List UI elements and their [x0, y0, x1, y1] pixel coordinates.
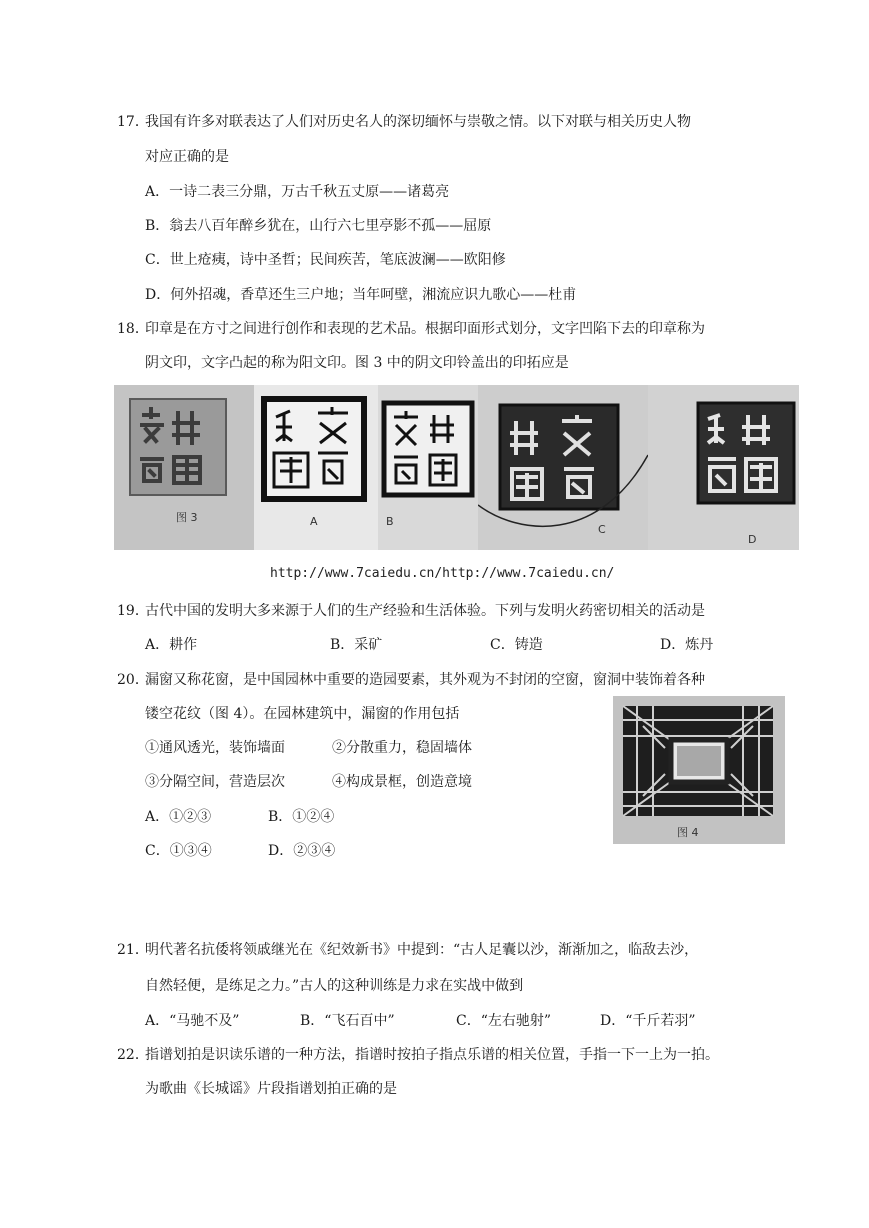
figure-4-label: 图 4 — [677, 826, 699, 839]
seal-c-image — [478, 385, 648, 550]
q22-stem-text: 指谱划拍是识读乐谱的一种方法，指谱时按拍子指点乐谱的相关位置，手指一下一上为一拍。 — [145, 1047, 719, 1063]
q20-option-d: D．②③④ — [268, 843, 336, 859]
q20-option-a: A．①②③ — [145, 809, 212, 825]
q18-stem-cont: 阴文印，文字凸起的称为阳文印。图 3 中的阴文印铃盖出的印拓应是 — [145, 355, 569, 371]
q17-option-a: A．一诗二表三分鼎，万古千秋五丈原——诸葛亮 — [145, 184, 450, 200]
lattice-window-figure — [613, 696, 785, 844]
q20-stem-cont: 镂空花纹（图 4）。在园林建筑中，漏窗的作用包括 — [145, 706, 460, 722]
seal-original-image — [114, 385, 254, 550]
q20-item-4: ④构成景框，创造意境 — [332, 774, 472, 790]
q17-number: 17． — [117, 114, 149, 130]
seal-d-image — [648, 385, 799, 550]
seal-label-c: C — [598, 523, 606, 536]
q19-option-a: A．耕作 — [145, 637, 198, 653]
q21-option-d: D．“千斤若羽” — [600, 1013, 696, 1029]
q19-option-d: D．炼丹 — [660, 637, 714, 653]
q18-number: 18． — [117, 321, 149, 337]
q21-number: 21． — [117, 942, 149, 958]
seal-label-d: D — [748, 533, 757, 546]
q19-stem-text: 古代中国的发明大多来源于人们的生产经验和生活体验。下列与发明火药密切相关的活动是 — [145, 603, 705, 619]
seal-option-a — [254, 385, 378, 550]
q22-stem — [117, 1045, 719, 1065]
seal-option-c — [478, 385, 648, 550]
seal-label-a: A — [310, 515, 318, 528]
seal-label-b: B — [386, 515, 394, 528]
q20-item-3: ③分隔空间，营造层次 — [145, 774, 285, 790]
q22-number: 22． — [117, 1047, 149, 1063]
q20-stem — [117, 670, 705, 690]
q20-option-b: B．①②④ — [268, 809, 335, 825]
q17-option-b: B．翁去八百年醉乡犹在，山行六七里亭影不孤——屈原 — [145, 218, 492, 234]
q19-option-c: C．铸造 — [490, 637, 543, 653]
seal-original-panel — [114, 385, 254, 550]
q17-option-d: D．何外招魂，香草还生三户地；当年呵壁，湘流应识九歌心——杜甫 — [145, 287, 577, 303]
q21-stem — [117, 940, 698, 960]
q20-number: 20． — [117, 672, 149, 688]
q21-stem-text: 明代著名抗倭将领戚继光在《纪效新书》中提到：“古人足囊以沙，渐渐加之，临敌去沙， — [145, 942, 699, 958]
q20-stem-text: 漏窗又称花窗，是中国园林中重要的造园要素，其外观为不封闭的空窗，窗洞中装饰着各种 — [145, 672, 705, 688]
q17-stem — [117, 112, 691, 132]
q17-stem-text: 我国有许多对联表达了人们对历史名人的深切缅怀与崇敬之情。以下对联与相关历史人物 — [145, 114, 691, 130]
q21-stem-cont: 自然轻便，是练足之力。”古人的这种训练是力求在实战中做到 — [145, 978, 524, 994]
figure-3-label: 图 3 — [176, 511, 198, 524]
q22-stem-cont: 为歌曲《长城谣》片段指谱划拍正确的是 — [145, 1081, 397, 1097]
seal-figure — [114, 385, 799, 550]
q20-option-c: C．①③④ — [145, 843, 212, 859]
seal-option-b — [378, 385, 478, 550]
q18-stem-text: 印章是在方寸之间进行创作和表现的艺术品。根据印面形式划分，文字凹陷下去的印章称为 — [145, 321, 705, 337]
q17-option-c: C．世上疮痍，诗中圣哲；民间疾苦，笔底波澜——欧阳修 — [145, 252, 506, 268]
q19-number: 19． — [117, 603, 149, 619]
q17-stem-cont: 对应正确的是 — [145, 149, 229, 165]
q19-option-b: B．采矿 — [330, 637, 383, 653]
q20-item-1: ①通风透光，装饰墙面 — [145, 740, 285, 756]
seal-option-d — [648, 385, 799, 550]
q20-item-2: ②分散重力，稳固墙体 — [332, 740, 472, 756]
q21-option-a: A．“马驰不及” — [145, 1013, 240, 1029]
figure-caption-url: http://www.7caiedu.cn/http://www.7caiedu.cn/ — [270, 566, 615, 581]
q19-stem — [117, 601, 705, 621]
lattice-window-image — [613, 696, 785, 844]
q18-stem — [117, 319, 705, 339]
q21-option-b: B．“飞石百中” — [300, 1013, 395, 1029]
q21-option-c: C．“左右驰射” — [456, 1013, 552, 1029]
